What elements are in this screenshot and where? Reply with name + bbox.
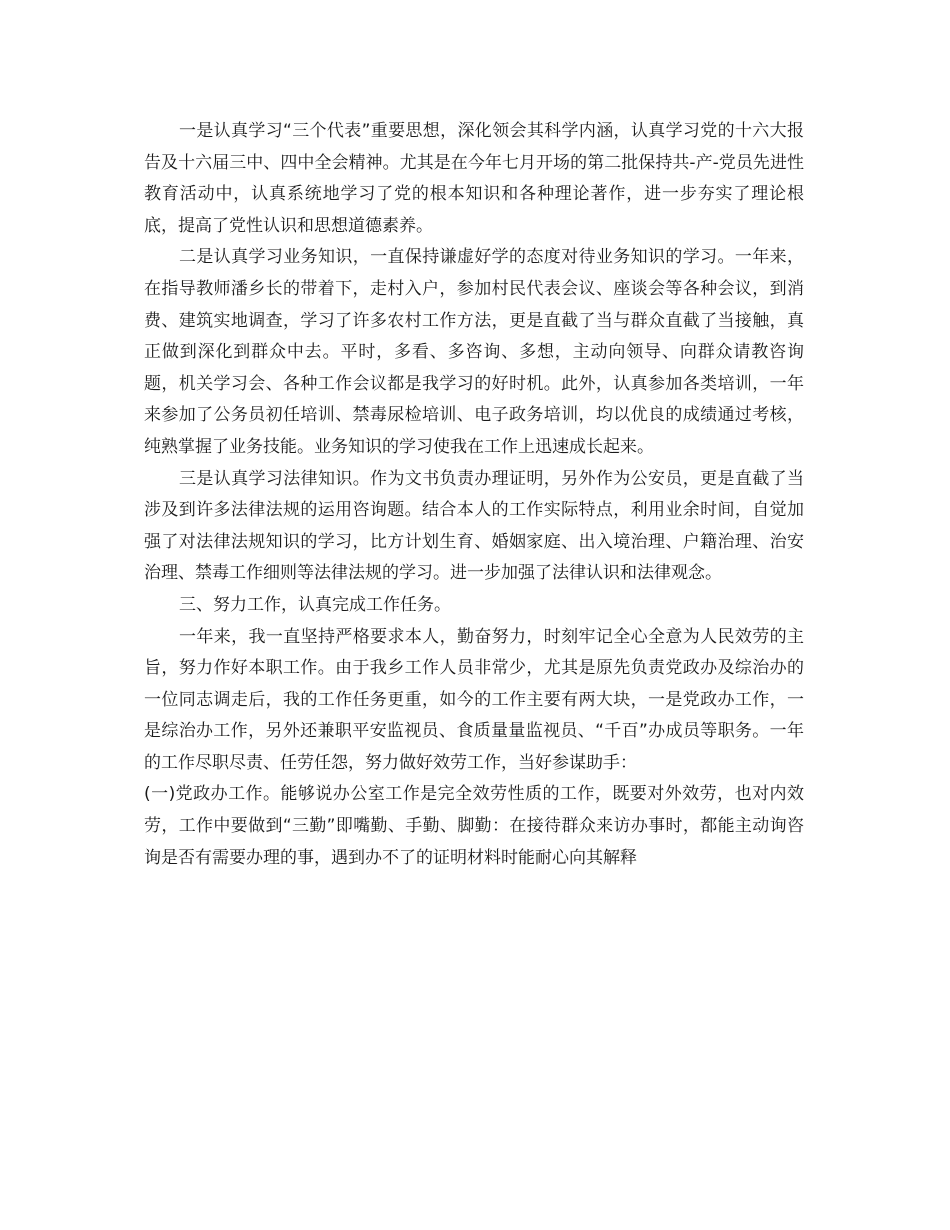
paragraph-study-business: 二是认真学习业务知识，一直保持谦虚好学的态度对待业务知识的学习。一年来，在指导教师潘乡长的带着下，走村入户，参加村民代表会议、座谈会等各种会议，到消费、建筑实地调查，学习了许多农村工作方法，更是直截了当与群众直截了当接触，真正做到深化到群众中去。平时，多看、多咨询、多想，主动向领导、向群众请教咨询题，机关学习会、各种工作会议都是我学习的好时机。此外，认真参加各类培训，一年来参加了公务员初任培训、禁毒尿检培训、电子政务培训，均以优良的成绩通过考核，纯熟掌握了业务技能。业务知识的学习使我在工作上迅速成长起来。 — [144, 247, 804, 457]
document-body — [144, 116, 804, 874]
paragraph-office-work: (一)党政办工作。能够说办公室工作是完全效劳性质的工作，既要对外效劳，也对内效劳，工作中要做到“三勤”即嘴勤、手勤、脚勤：在接待群众来访办事时，都能主动询咨询是否有需要办理的事，遇到办不了的证明材料时能耐心向其解释 — [144, 784, 804, 868]
paragraph-study-theory: 一是认真学习“三个代表”重要思想，深化领会其科学内涵，认真学习党的十六大报告及十六届三中、四中全会精神。尤其是在今年七月开场的第二批保持共-产-党员先进性教育活动中，认真系统地学习了党的根本知识和各种理论著作，进一步夯实了理论根底，提高了党性认识和思想道德素养。 — [144, 121, 804, 236]
paragraph-work-summary: 一年来，我一直坚持严格要求本人，勤奋努力，时刻牢记全心全意为人民效劳的主旨，努力作好本职工作。由于我乡工作人员非常少，尤其是原先负责党政办及综治办的一位同志调走后，我的工作任务更重，如今的工作主要有两大块，一是党政办工作，一是综治办工作，另外还兼职平安监视员、食质量量监视员、“千百”办成员等职务。一年的工作尽职尽责、任劳任怨，努力做好效劳工作，当好参谋助手： — [144, 626, 804, 773]
paragraph-study-law: 三是认真学习法律知识。作为文书负责办理证明，另外作为公安员，更是直截了当涉及到许多法律法规的运用咨询题。结合本人的工作实际特点，利用业余时间，自觉加强了对法律法规知识的学习，比方计划生育、婚姻家庭、出入境治理、户籍治理、治安治理、禁毒工作细则等法律法规的学习。进一步加强了法律认识和法律观念。 — [144, 468, 804, 584]
section-heading-work: 三、努力工作，认真完成工作任务。 — [179, 594, 451, 615]
